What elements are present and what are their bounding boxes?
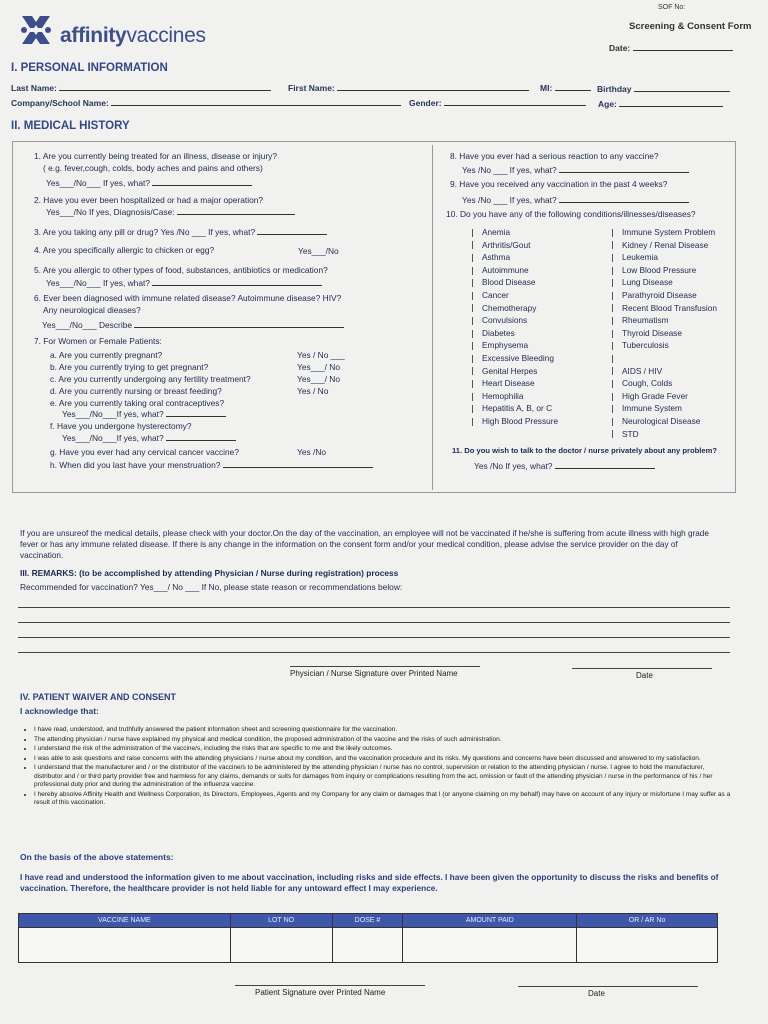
condition-item[interactable] [472,366,537,376]
q8: 8. Have you ever had a serious reaction to any vaccine? [450,151,659,161]
brand-name [60,24,206,48]
q3[interactable]: 3. Are you taking any pill or drug? Yes /No ___ If yes, what? [34,227,327,237]
condition-label: Recent Blood Transfusion [622,302,718,313]
waiver-bullet: • I hereby absolve Affinity Health and Wellness Corporation, its Directors, Employees, Agents and my Company for any claim or damages that I (or anyone claiming on my behalf) may have on account of any injury or misfortune I may suffer as a result of this vaccination. [34,791,734,808]
condition-item[interactable] [472,252,510,262]
sof-label: SOF No: [658,4,686,11]
personal-info-title: I. PERSONAL INFORMATION [11,62,168,74]
q7e: e. Are you currently taking oral contraceptives? [50,398,225,408]
q10: 10. Do you have any of the following conditions/illnesses/diseases? [446,209,696,219]
q7d: d. Are you currently nursing or breast feeding? [50,386,222,396]
condition-checkbox[interactable] [472,317,478,325]
condition-label: Thyroid Disease [622,327,682,338]
physician-date-line[interactable] [572,668,712,669]
condition-label: Convulsions [482,315,528,326]
condition-item[interactable] [612,340,669,350]
condition-item[interactable] [472,227,510,237]
condition-label: Autoimmune [482,264,529,275]
date-field[interactable] [609,43,733,53]
remarks-line-1[interactable] [18,607,730,608]
condition-item[interactable] [472,277,536,287]
or-ar-no-cell[interactable] [577,928,718,963]
remarks-line-4[interactable] [18,652,730,653]
condition-label: Arthritis/Gout [482,239,531,250]
condition-item[interactable] [612,416,700,426]
q8-answer[interactable]: Yes /No ___ If yes, what? [462,165,689,175]
condition-label: Kidney / Renal Disease [622,239,709,250]
company-field[interactable]: Company/School Name: [11,98,401,108]
col-lot-no: LOT NO [230,914,332,928]
col-dose: DOSE # [332,914,403,928]
condition-label: Immune System [622,403,682,414]
q7f-answer[interactable]: Yes___/No___If yes, what? [62,433,236,443]
patient-date-label: Date [588,989,605,998]
q9-answer[interactable]: Yes /No ___ If yes, what? [462,195,689,205]
waiver-bullet: • I was able to ask questions and raise concerns with the attending physicians / nurse about my condition, and the vaccination procedure and its risks. My questions and concerns have been discussed and answered to my satisfaction. [34,755,734,764]
condition-item[interactable] [472,353,554,363]
condition-checkbox[interactable] [472,342,478,350]
condition-label: AIDS / HIV [622,365,663,376]
q11: 11. Do you wish to talk to the doctor / nurse privately about any problem? [452,446,717,455]
first-name-field[interactable]: First Name: [288,83,529,93]
condition-checkbox[interactable] [612,430,618,438]
q7h[interactable]: h. When did you last have your menstruation? [50,460,373,470]
q7f: f. Have you undergone hysterectomy? [50,421,192,431]
condition-checkbox[interactable] [612,355,618,363]
condition-checkbox[interactable] [612,405,618,413]
consent-statement: I have read and understood the information given to me about vaccination, including risks and side effects. I have been given the opportunity to discuss the risks and benefits of vaccination. Therefore, the healthcare provider is not held liable for any untoward effect I may experience. [20,872,719,893]
condition-item[interactable] [612,227,715,237]
condition-checkbox[interactable] [612,254,618,262]
medical-history-title: II. MEDICAL HISTORY [11,120,130,132]
condition-checkbox[interactable] [472,393,478,401]
condition-label: Hepatitis A, B, or C [482,403,553,414]
q7e-answer[interactable]: Yes___/No___If yes, what? [62,409,226,419]
patient-date-line[interactable] [518,986,698,987]
condition-checkbox[interactable] [612,292,618,300]
condition-item[interactable] [472,378,535,388]
condition-item[interactable] [612,391,688,401]
q11-answer[interactable]: Yes /No If yes, what? [474,461,655,471]
q6-subtext: Any neurological dieases? [43,305,141,315]
waiver-title: IV. PATIENT WAIVER AND CONSENT [20,692,177,702]
condition-label: Neurological Disease [622,416,701,426]
condition-checkbox[interactable] [472,241,478,249]
q7c-answer[interactable]: Yes___/ No [297,374,340,384]
q7a: a. Are you currently pregnant? [50,350,163,360]
condition-item[interactable] [472,315,527,325]
condition-label: Asthma [482,252,511,263]
condition-item[interactable] [472,290,509,300]
condition-label: Diabetes [482,327,515,338]
condition-item[interactable] [612,252,658,262]
q9: 9. Have you received any vaccination in the past 4 weeks? [450,179,668,189]
remarks-line-2[interactable] [18,622,730,623]
q1-answer[interactable]: Yes___/No___ If yes, what? [46,178,252,188]
vaccine-table-header [19,914,718,928]
col-amount-paid: AMOUNT PAID [403,914,577,928]
waiver-bullet: • I have read, understood, and truthfully answered the patient information sheet and screening questionnaire for the vaccination. [34,726,734,735]
condition-label: Hemophilia [482,390,524,401]
condition-item[interactable] [612,315,669,325]
waiver-bullet: • I understand that the manufacturer and / or the distributor of the vaccine/s to be administered by the attending physician / nurse has no control, supervision or relation to the attending physician / nurse. I agree to hold the manufacturer, distributor and / or third party provider free and harmless for any claims, demands or suits for damages from inquiry or complications resulting from the act, omission or fault of the attending physician / nurse in the performance of his / her professional duty prior and during the administration of the influenza vaccine. [34,764,734,790]
q7g: g. Have you ever had any cervical cancer vaccine? [50,447,240,457]
condition-label: High Blood Pressure [482,416,559,426]
condition-checkbox[interactable] [472,292,478,300]
table-row [19,928,718,963]
q7g-answer[interactable]: Yes /No [297,447,327,457]
q5: 5. Are you allergic to other types of food, substances, antibiotics or medication? [34,265,328,275]
condition-checkbox[interactable] [612,279,618,287]
vaccination-notice: If you are unsureof the medical details, please check with your doctor.On the day of the vaccination, an employee will not be vaccinated if he/she is suffering from acute illness with high grade fever or has any immune related disease. If there is any change in the information on the consent form and/or your medical condition, please advise the service provider on the day of vaccination. [20,529,709,560]
condition-label: Immune System Problem [622,227,716,237]
condition-item[interactable] [612,353,622,363]
condition-checkbox[interactable] [472,380,478,388]
condition-label: Blood Disease [482,277,536,288]
q7: 7. For Women or Female Patients: [34,336,162,346]
patient-signature-line[interactable] [235,985,425,986]
condition-checkbox[interactable] [472,267,478,275]
q1-example: ( e.g. fever,cough, colds, body aches and pains and others) [43,163,263,173]
q7b-answer[interactable]: Yes___/ No [297,362,340,372]
condition-item[interactable] [612,290,697,300]
dose-cell[interactable] [332,928,403,963]
condition-label: Low Blood Pressure [622,264,697,275]
birthday-field[interactable]: Birthday [597,84,730,94]
condition-item[interactable] [612,403,682,413]
condition-label: Cough, Colds [622,378,673,389]
condition-item[interactable] [612,366,662,376]
acknowledge-label: I acknowledge that: [20,706,99,716]
condition-checkbox[interactable] [612,304,618,312]
q7a-answer[interactable]: Yes / No ___ [297,350,345,360]
condition-label: Cancer [482,290,509,300]
q7c: c. Are you currently undergoing any fertility treatment? [50,374,251,384]
q2: 2. Have you ever been hospitalized or had a major operation? [34,195,264,205]
condition-checkbox[interactable] [472,418,478,426]
condition-label: Excessive Bleeding [482,353,554,363]
condition-checkbox[interactable] [612,367,618,375]
vaccine-table [18,913,718,963]
q6-answer[interactable]: Yes___/No___ Describe [42,320,344,330]
condition-checkbox[interactable] [612,330,618,338]
condition-label: Rheumatism [622,315,669,326]
form-title: Screening & Consent Form [629,21,752,32]
condition-item[interactable] [472,391,524,401]
condition-checkbox[interactable] [472,367,478,375]
condition-checkbox[interactable] [472,405,478,413]
last-name-field[interactable]: Last Name: [11,83,271,93]
condition-label: Chemotherapy [482,302,537,313]
physician-date-label: Date [636,671,653,680]
q5-answer[interactable]: Yes___/No___ If yes, what? [46,278,322,288]
remarks-title: III. REMARKS: (to be accomplished by attending Physician / Nurse during registration) process [20,568,399,578]
condition-label: Leukemia [622,252,658,263]
condition-label: Genital Herpes [482,365,538,376]
condition-checkbox[interactable] [612,393,618,401]
condition-item[interactable] [472,240,530,250]
mi-field[interactable]: MI: [540,83,591,93]
condition-label: High Grade Fever [622,390,688,401]
column-divider [432,145,433,490]
q7b: b. Are you currently trying to get pregnant? [50,362,209,372]
brand-prefix: affinity [60,24,127,47]
recommended-for-vaccination[interactable]: Recommended for vaccination? Yes___/ No ___ If No, please state reason or recommendations below: [20,582,403,592]
condition-item[interactable] [472,303,536,313]
q4-answer[interactable]: Yes___/No [298,246,339,256]
vaccine-name-cell[interactable] [19,928,231,963]
patient-signature-label: Patient Signature over Printed Name [255,988,386,997]
condition-checkbox[interactable] [472,304,478,312]
brand-suffix: vaccines [126,24,206,47]
condition-checkbox[interactable] [472,254,478,262]
physician-signature-label: Physician / Nurse Signature over Printed Name [290,669,458,678]
gender-field[interactable]: Gender: [409,98,586,108]
col-or-ar-no: OR / AR No [577,914,718,928]
q2-answer[interactable]: Yes___/No If yes, Diagnosis/Case: [46,207,295,217]
condition-label: Emphysema [482,340,529,351]
date-label: Date: [609,43,631,53]
condition-label: Parathyroid Disease [622,290,697,300]
q1: 1. Are you currently being treated for an illness, disease or injury? [34,151,278,161]
remarks-line-3[interactable] [18,637,730,638]
condition-checkbox[interactable] [472,330,478,338]
condition-checkbox[interactable] [612,342,618,350]
condition-item[interactable] [472,340,528,350]
condition-item[interactable] [472,416,558,426]
condition-checkbox[interactable] [472,279,478,287]
condition-checkbox[interactable] [612,380,618,388]
affinity-logo-icon [18,12,54,48]
lot-no-cell[interactable] [230,928,332,963]
condition-label: Heart Disease [482,378,535,389]
waiver-list [20,726,734,809]
condition-item[interactable] [612,328,682,338]
waiver-bullet: • The attending physician / nurse have explained my physical and medical condition, the proposed administration of the vaccine and the risks of such administration. [34,736,734,745]
condition-checkbox[interactable] [472,229,478,237]
q4: 4. Are you specifically allergic to chicken or egg? [34,245,215,255]
q7d-answer[interactable]: Yes / No [297,386,329,396]
age-field[interactable]: Age: [598,99,723,109]
condition-label: Lung Disease [622,277,673,288]
condition-item[interactable] [612,240,708,250]
condition-checkbox[interactable] [612,418,618,426]
condition-item[interactable] [472,403,552,413]
condition-item[interactable] [612,378,672,388]
condition-checkbox[interactable] [612,267,618,275]
q6: 6. Ever been diagnosed with immune related disease? Autoimmune disease? HIV? [34,293,342,303]
condition-label: Anemia [482,227,511,237]
condition-item[interactable] [612,265,696,275]
physician-signature-line[interactable] [290,666,480,667]
condition-label: STD [622,428,639,439]
condition-item[interactable] [612,429,639,439]
condition-label: Tuberculosis [622,340,669,351]
condition-item[interactable] [472,265,529,275]
condition-item[interactable] [612,303,717,313]
waiver-bullet: • I understand the risk of the administration of the vaccine/s, including the risks that are specific to me and the likely outcomes. [34,745,734,754]
condition-item[interactable] [612,277,673,287]
condition-item[interactable] [472,328,515,338]
condition-checkbox[interactable] [472,355,478,363]
condition-checkbox[interactable] [612,229,618,237]
col-vaccine-name: VACCINE NAME [19,914,231,928]
condition-checkbox[interactable] [612,241,618,249]
amount-paid-cell[interactable] [403,928,577,963]
condition-checkbox[interactable] [612,317,618,325]
basis-label: On the basis of the above statements: [20,852,174,862]
